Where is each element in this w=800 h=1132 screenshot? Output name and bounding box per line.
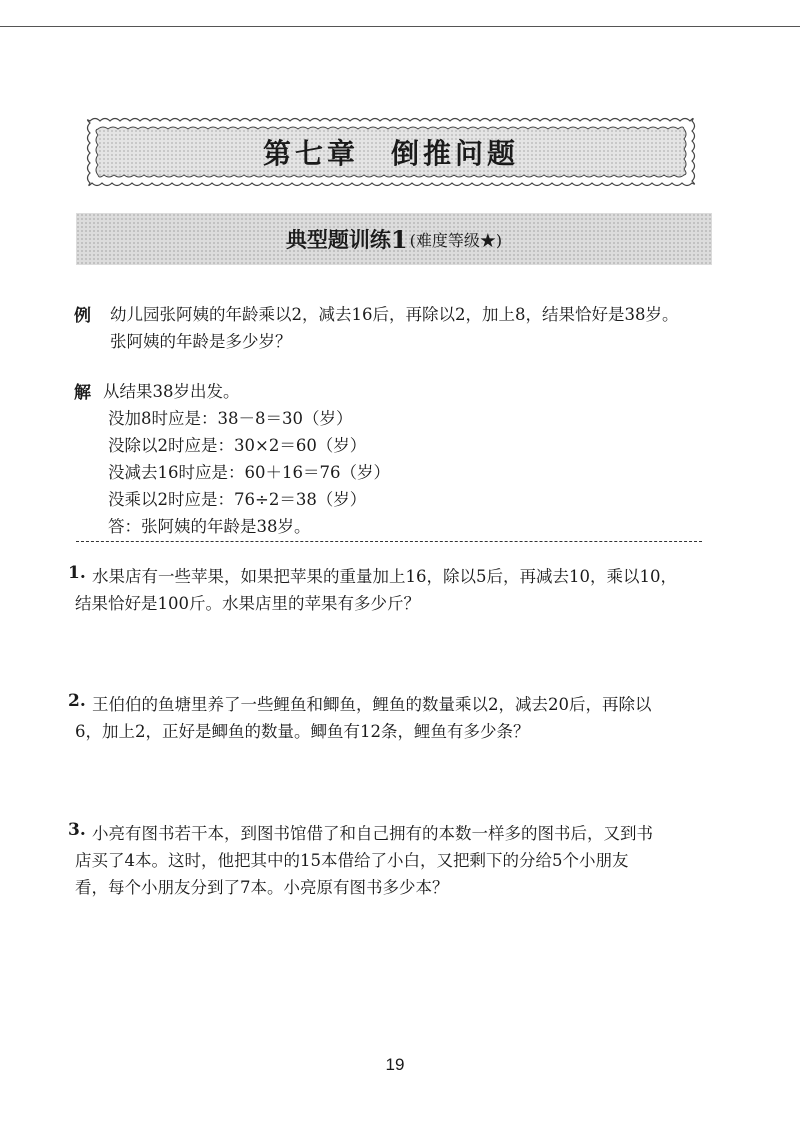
difficulty-label: (难度等级★) [409,230,503,250]
question-number: 2. [68,691,86,711]
page-number: 19 [385,1055,405,1074]
section-bar [76,213,712,265]
question-line: 店买了4本。这时，他把其中的15本借给了小白，又把剩下的分给5个小朋友 [75,851,629,870]
separator-line [76,541,702,542]
example-line: 幼儿园张阿姨的年龄乘以2，减去16后，再除以2，加上8，结果恰好是38岁。 [110,305,679,324]
question-number: 3. [68,820,86,840]
section-number: 1 [390,224,408,254]
question-line: 王伯伯的鱼塘里养了一些鲤鱼和鲫鱼，鲤鱼的数量乘以2，减去20后，再除以 [92,695,652,714]
header-rule [0,26,800,27]
chapter-title: 第七章 倒推问题 [262,137,519,170]
question-line: 小亮有图书若干本，到图书馆借了和自己拥有的本数一样多的图书后，又到书 [92,824,653,843]
section-heading [76,213,712,265]
solution-line: 没乘以2时应是：76÷2＝38（岁） [108,490,367,509]
question-line: 结果恰好是100斤。水果店里的苹果有多少斤？ [75,594,420,613]
section-title: 典型题训练 [285,227,391,252]
solution-answer: 答：张阿姨的年龄是38岁。 [108,517,311,536]
question-line: 看，每个小朋友分到了7本。小亮原有图书多少本？ [75,878,449,897]
solution-line: 没加8时应是：38－8＝30（岁） [108,409,353,428]
question-line: 6，加上2，正好是鲫鱼的数量。鲫鱼有12条，鲤鱼有多少条？ [75,722,530,741]
question-number: 1. [68,563,86,583]
example-label: 例 [74,306,91,326]
solution-label: 解 [74,383,91,403]
solution-line: 没减去16时应是：60＋16＝76（岁） [108,463,390,482]
question-line: 水果店有一些苹果，如果把苹果的重量加上16，除以5后，再减去10，乘以10， [92,567,677,586]
solution-line: 没除以2时应是：30×2＝60（岁） [108,436,367,455]
chapter-banner [82,113,700,191]
solution-line: 从结果38岁出发。 [103,382,240,401]
example-line: 张阿姨的年龄是多少岁？ [110,332,292,351]
